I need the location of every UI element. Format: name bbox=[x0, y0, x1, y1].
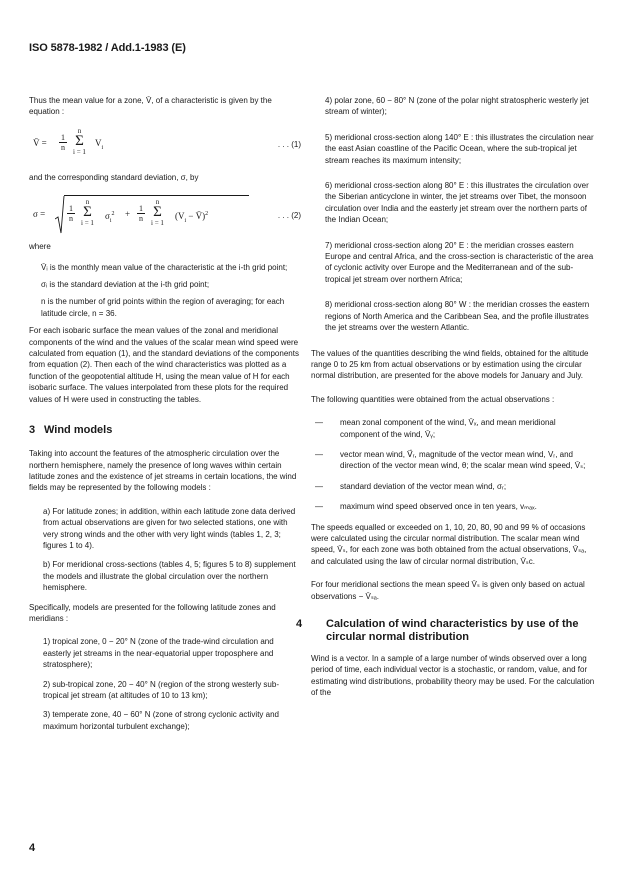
models-paragraph: Taking into account the features of the atmospheric circulation over the northern hemisphere, namely the presence of long waves within certain latitude zones and the existence of jet streams in certain locations, the wind fields may be represented by the following models : bbox=[29, 449, 297, 493]
zone-item-3: 3) temperate zone, 40 − 60° N (zone of strong cyclonic activity and maximum horizontal turbulent exchange); bbox=[43, 710, 279, 731]
definition-mean: V̄ᵢ is the monthly mean value of the characteristic at the i-th grid point; bbox=[41, 262, 288, 272]
eq2-fraction-1: $\frac{1}{n}$ bbox=[69, 204, 73, 224]
method-paragraph: For each isobaric surface the mean values of the zonal and meridional components of the wind and the values of the scalar mean wind speed were calculated from equation (1), and the standard deviations of the components from equation (2). Then each of the wind characteristics was plotted as a function of the geopotential altitude H, using the mean value of H for each isobaric surface. The values interpolated from these plots for the required values of H were used in constructing the tables. bbox=[29, 326, 299, 404]
document-header: ISO 5878-1982 / Add.1-1983 (E) bbox=[29, 42, 186, 54]
sigma-symbol: Σ bbox=[75, 132, 84, 149]
dash-item-4: — maximum wind speed observed once in ten years, vₘₐₓ. bbox=[315, 502, 537, 512]
sqrt-icon bbox=[55, 195, 65, 235]
zone-item-8: 8) meridional cross-section along 80° W : the meridian crosses the eastern regions of North America and the Caribbean Sea, and the profile illustrates the jet streams over the western Atlantic. bbox=[325, 300, 590, 333]
quantities-paragraph: The values of the quantities describing the wind fields, obtained for the altitude range 0 to 25 km from actual observations or by estimation using the circular normal distribution, are presented for the above models for January and July. bbox=[311, 348, 589, 381]
eq2-plus: + bbox=[125, 209, 131, 220]
eq2-lhs: σ = bbox=[33, 209, 46, 220]
definition-n: n is the number of grid points within the region of averaging; for each latitude circle, n = 36. bbox=[41, 297, 285, 318]
zone-item-4: 4) polar zone, 60 − 80° N (zone of the polar night stratospheric westerly jet stream of winter); bbox=[325, 96, 589, 117]
eq1-term: $V_i$ bbox=[95, 137, 104, 151]
zone-item-6: 6) meridional cross-section along 80° E : this illustrates the circulation over the Siberian anticyclone in winter, the jet streams over Tibet, the monsoon circulation over India and the easterly jet stream over the northern parts of the Indian Ocean; bbox=[325, 181, 589, 225]
zone-item-5: 5) meridional cross-section along 140° E : this illustrates the circulation near the east Asian coastline of the Pacific Ocean, where the sub-tropical jet stream reaches its maximum intensity; bbox=[325, 132, 594, 165]
speeds-paragraph: The speeds equalled or exceeded on 1, 10, 20, 80, 90 and 99 % of occasions were calculated using the circular normal distribution. The scalar mean wind speed, V̄ₛ, for each zone was both obtained from the actual observations, V̄ₛₐ, and calculated using the law of circular normal distribution, V̄ₛc. bbox=[311, 522, 587, 566]
equation-1 bbox=[29, 127, 301, 163]
eq2-term-2: ($V_i$ − V̄)$^2$ bbox=[175, 211, 209, 225]
eq2-sum-1: n Σ i = 1 bbox=[81, 198, 94, 228]
intro-paragraph: Thus the mean value for a zone, V̄, of a characteristic is given by the equation : bbox=[29, 96, 272, 117]
zone-item-7: 7) meridional cross-section along 20° E : the meridian crosses eastern Europe and central Africa, and the cross-section is characteristic of the area of cyclonic activity over Europe and the Mediterranean and of the sub-tropical jet stream over northern Africa; bbox=[325, 240, 594, 284]
eq1-lhs: V̄ = bbox=[33, 137, 47, 148]
eq2-sum-2: n Σ i = 1 bbox=[151, 198, 164, 228]
meridional-paragraph: For four meridional sections the mean speed V̄ₛ is given only based on actual observations − V̄ₛₐ. bbox=[311, 580, 585, 601]
zones-intro: Specifically, models are presented for the following latitude zones and meridians : bbox=[29, 602, 276, 623]
where-label: where bbox=[29, 242, 51, 252]
section-4-heading: 4 Calculation of wind characteristics by use of the circular normal distribution bbox=[296, 618, 579, 643]
left-column bbox=[29, 95, 301, 740]
definition-sigma: σᵢ is the standard deviation at the i-th grid point; bbox=[41, 280, 210, 290]
zone-item-2: 2) sub-tropical zone, 20 − 40° N (region of the strong westerly sub-tropical jet stream (at altitudes of 10 to 13 km); bbox=[43, 679, 279, 700]
eq2-fraction-2: $\frac{1}{n}$ bbox=[139, 204, 143, 224]
right-column bbox=[296, 95, 595, 699]
eq2-number: . . . (2) bbox=[277, 211, 301, 221]
sd-intro: and the corresponding standard deviation, σ, by bbox=[29, 172, 199, 182]
observations-intro: The following quantities were obtained from the actual observations : bbox=[311, 394, 555, 404]
eq1-sum: n Σ i = 1 bbox=[73, 126, 86, 156]
eq2-term-1: $\sigma_i^2$ bbox=[105, 211, 115, 225]
equation-2 bbox=[29, 195, 301, 235]
dash-item-1: — mean zonal component of the wind, V̄ₓ, and mean meridional component of the wind, V̄ᵧ; bbox=[315, 418, 556, 439]
dash-item-3: — standard deviation of the vector mean wind, σᵣ; bbox=[315, 481, 507, 491]
section-3-heading: 3 Wind models bbox=[29, 424, 113, 437]
page-number: 4 bbox=[29, 842, 36, 854]
dash-item-2: — vector mean wind, V⃗ᵣ, magnitude of the vector mean wind, Vᵣ, and direction of the vector mean wind, θ; the scalar mean wind speed, V̄ₛ; bbox=[315, 449, 586, 471]
wind-vector-paragraph: Wind is a vector. In a sample of a large number of winds observed over a long period of time, each individual vector is a stochastic, or random, value, and for estimating wind distributions, probability theory may be used. For the calculation of the bbox=[311, 654, 595, 698]
eq1-number: . . . (1) bbox=[277, 139, 301, 149]
model-item-a: a) For latitude zones; in addition, within each latitude zone data derived from actual observations are given for two selected stations, one with very strong winds and the other with very light winds (tables 1, 2, 3; figures 1 to 4). bbox=[43, 506, 296, 550]
model-item-b: b) For meridional cross-sections (tables 4, 5; figures 5 to 8) supplement the models and illustrate the global circulation over the northern hemisphere. bbox=[43, 560, 296, 593]
eq1-fraction: $\frac{1}{n}$ bbox=[61, 132, 65, 152]
sqrt-bar bbox=[64, 195, 249, 196]
zone-item-1: 1) tropical zone, 0 − 20° N (zone of the trade-wind circulation and easterly jet streams in the near-equatorial upper troposphere and stratosphere); bbox=[43, 637, 274, 670]
